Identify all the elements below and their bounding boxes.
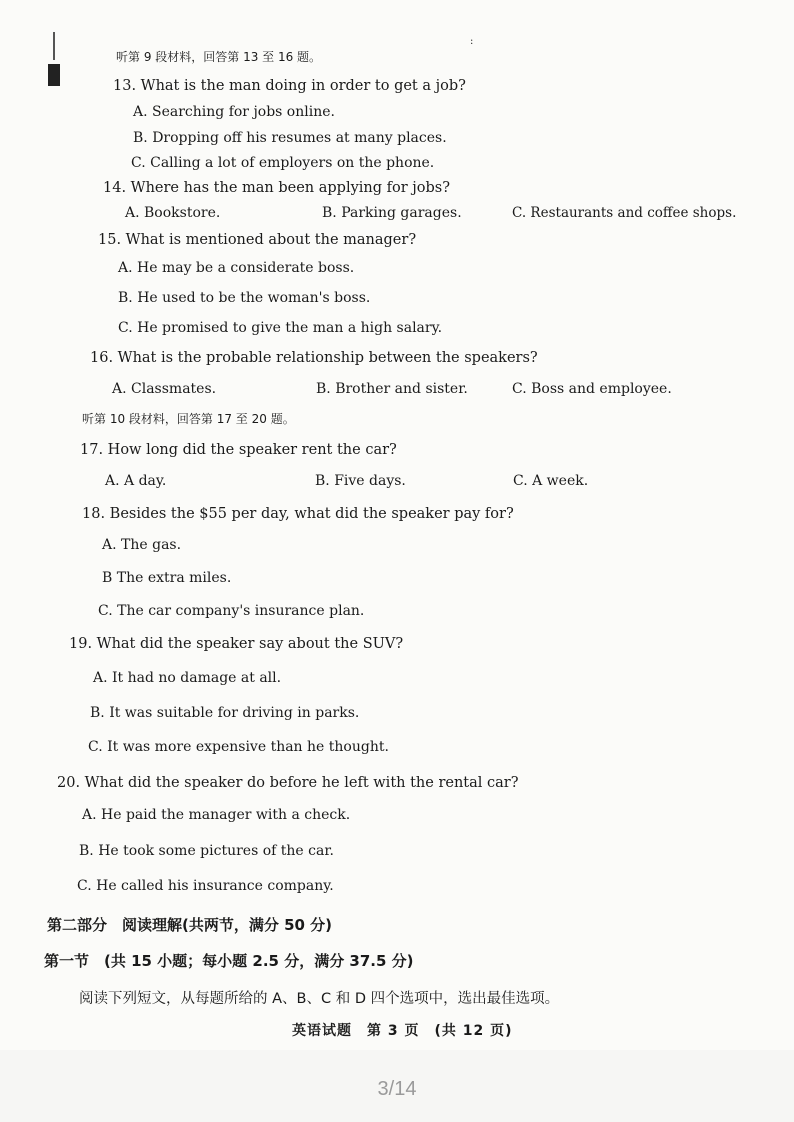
question-14: 14. Where has the man been applying for jobs? [103,180,451,196]
question-19: 19. What did the speaker say about the SUV? [69,636,404,652]
question-20: 20. What did the speaker do before he left with the rental car? [57,775,519,791]
q15-option-a: A. He may be a considerate boss. [118,260,355,276]
q16-option-c: C. Boss and employee. [512,381,672,397]
question-13: 13. What is the man doing in order to get a job? [113,78,466,94]
scan-mark-block [48,64,60,86]
q14-option-c: C. Restaurants and coffee shops. [512,205,737,221]
q18-option-c: C. The car company's insurance plan. [98,603,365,619]
q13-option-b: B. Dropping off his resumes at many places. [133,130,447,146]
q19-option-c: C. It was more expensive than he thought. [88,739,389,755]
question-17: 17. How long did the speaker rent the car? [80,442,397,458]
question-18: 18. Besides the $55 per day, what did the speaker pay for? [82,506,514,522]
section-intro-10: 听第 10 段材料，回答第 17 至 20 题。 [82,412,295,426]
question-16: 16. What is the probable relationship between the speakers? [90,350,538,366]
q17-option-c: C. A week. [513,473,589,489]
q15-option-c: C. He promised to give the man a high salary. [118,320,443,336]
q13-option-c: C. Calling a lot of employers on the phone. [131,155,435,171]
section-intro-9: 听第 9 段材料，回答第 13 至 16 题。 [116,50,322,64]
page-footer: 英语试题 第 3 页 (共 12 页) [292,1023,513,1039]
q18-option-b: B The extra miles. [102,570,232,586]
q13-option-a: A. Searching for jobs online. [133,104,335,120]
q17-option-b: B. Five days. [315,473,406,489]
q14-option-b: B. Parking garages. [322,205,462,221]
part2-title: 第二部分 阅读理解(共两节，满分 50 分) [47,916,333,934]
q16-option-b: B. Brother and sister. [316,381,468,397]
q16-option-a: A. Classmates. [112,381,217,397]
question-15: 15. What is mentioned about the manager? [98,232,417,248]
q20-option-c: C. He called his insurance company. [77,878,334,894]
q20-option-a: A. He paid the manager with a check. [82,807,351,823]
scan-dot: : [470,36,474,47]
q19-option-b: B. It was suitable for driving in parks. [90,705,360,721]
scan-mark [53,32,55,60]
part2-section1: 第一节 (共 15 小题；每小题 2.5 分，满分 37.5 分) [44,952,414,970]
part2-instruction: 阅读下列短文，从每题所给的 A、B、C 和 D 四个选项中，选出最佳选项。 [79,991,560,1007]
q14-option-a: A. Bookstore. [125,205,221,221]
q19-option-a: A. It had no damage at all. [93,670,282,686]
q20-option-b: B. He took some pictures of the car. [79,843,334,859]
q15-option-b: B. He used to be the woman's boss. [118,290,371,306]
page-indicator: 3/14 [377,1078,417,1100]
q18-option-a: A. The gas. [102,537,182,553]
q17-option-a: A. A day. [105,473,167,489]
